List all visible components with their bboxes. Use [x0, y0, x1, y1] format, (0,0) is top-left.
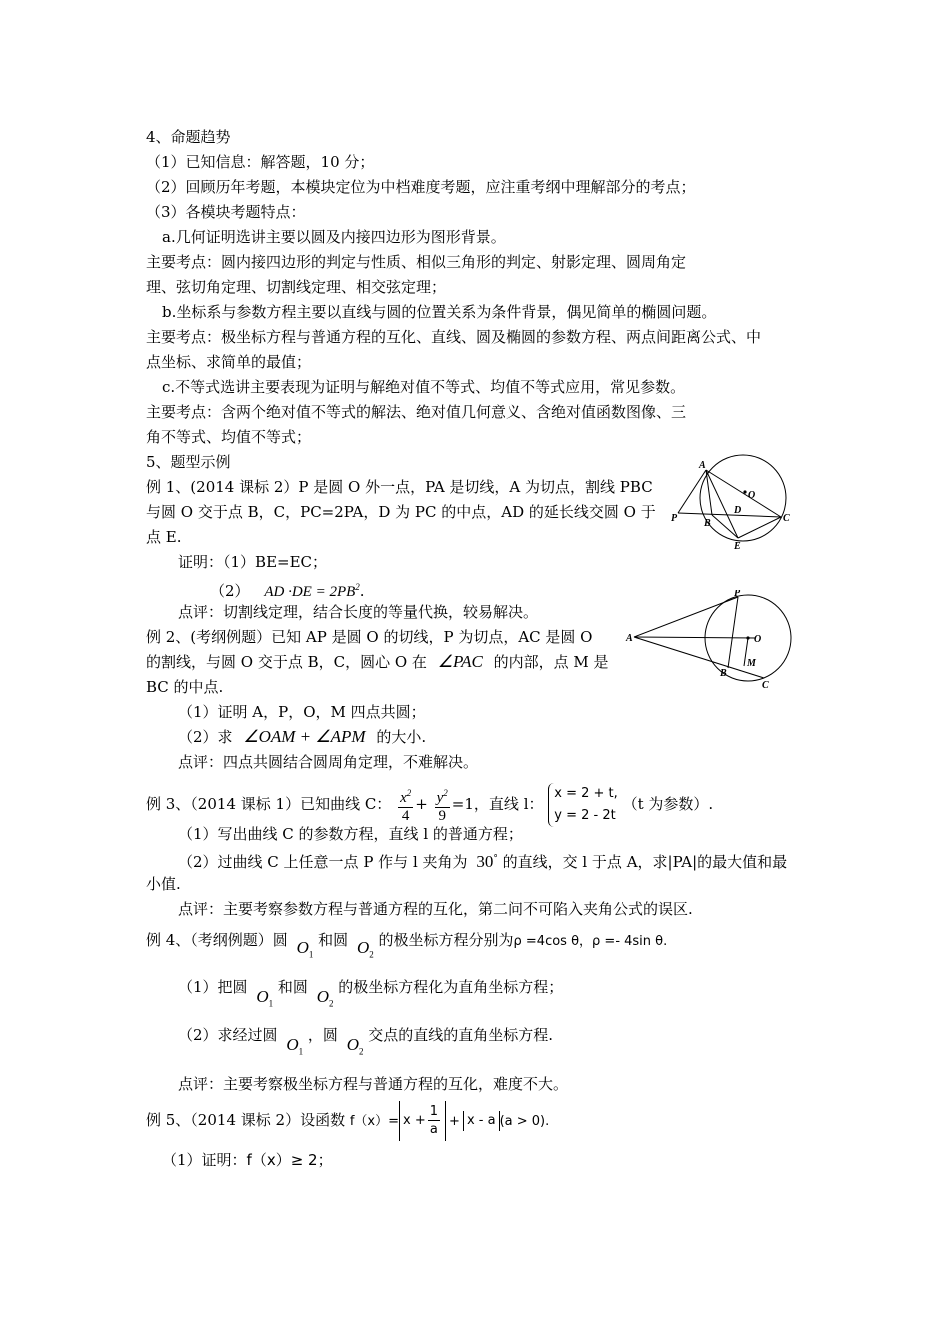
abs-term-2: x - a	[463, 1111, 500, 1131]
text-segment: 的极坐标方程分别为	[378, 931, 514, 949]
circle-o2: $O_2$	[356, 938, 374, 960]
example-2-part-2	[178, 727, 426, 747]
fraction-y2-over-9	[435, 785, 450, 825]
example-2-comment: 点评：四点共圆结合圆周角定理，不难解决。	[178, 753, 479, 771]
example-2-text: BC 的中点.	[146, 678, 224, 696]
text-segment: 例 4、（考纲例题）圆	[146, 931, 288, 949]
text-segment: 的极坐标方程化为直角坐标方程；	[338, 978, 564, 996]
text-segment: （1）证明：	[162, 1151, 247, 1169]
exponent: 2	[443, 788, 448, 798]
text-segment: 的直线，交 l 于点 A，求|PA|的最大值和最	[502, 853, 788, 871]
label-p: P	[734, 590, 741, 599]
text-line: 理、弦切角定理、切割线定理、相交弦定理；	[146, 278, 447, 296]
example-3-comment: 点评：主要考察参数方程与普通方程的互化，第二问不可陷入夹角公式的误区.	[178, 900, 693, 918]
example-3-part-1: （1）写出曲线 C 的参数方程，直线 l 的普通方程；	[178, 825, 523, 843]
label-e: E	[734, 541, 741, 552]
text-segment: ，圆	[307, 1026, 338, 1044]
abs-term-1: x + $\frac{1}{a}$	[399, 1101, 446, 1141]
text-segment: 的大小.	[376, 728, 427, 746]
example-2-text	[146, 652, 609, 672]
text-line: （1）已知信息：解答题，10 分；	[146, 153, 375, 171]
example-3-part-2: 小值.	[146, 875, 181, 893]
parametric-system	[548, 783, 618, 827]
text-line: 主要考点：含两个绝对值不等式的解法、绝对值几何意义、含绝对值函数图像、三	[146, 403, 687, 421]
text-segment: 的内部，点 M 是	[493, 653, 609, 671]
text-line: （2）回顾历年考题，本模块定位为中档难度考题，应注重考纲中理解部分的考点；	[146, 178, 696, 196]
label-c: C	[762, 680, 769, 690]
text-segment: （2）求	[178, 728, 233, 746]
example-4-text	[146, 926, 667, 960]
secant-pbc	[678, 513, 781, 517]
numerator: x	[400, 790, 407, 806]
label-b: B	[704, 518, 711, 529]
circle-o1: $O_1$	[256, 987, 274, 1009]
example-1-text: 与圆 O 交于点 B，C，PC=2PA，D 为 PC 的中点，AD 的延长线交圆 O 于	[146, 503, 656, 521]
circle-o1: $O_1$	[296, 938, 314, 960]
tangent-pa	[678, 470, 706, 513]
equation-y: y = 2 - 2t	[554, 808, 616, 823]
label-b: B	[720, 668, 727, 679]
circle-o1: $O_1$	[286, 1035, 304, 1057]
fraction-1-over-a: $\frac{1}{a}$	[429, 1104, 439, 1137]
text-segment: ，直线 l：	[473, 795, 544, 813]
secant-ac	[634, 637, 764, 678]
exponent: 2	[355, 582, 360, 592]
label-a: A	[699, 460, 706, 471]
label-c: C	[783, 513, 790, 524]
text-segment: （2）求经过圆	[178, 1026, 278, 1044]
center-point	[746, 636, 749, 639]
denominator: 4	[401, 808, 410, 824]
circle-o2: $O_2$	[346, 1035, 364, 1057]
text-segment: 的割线，与圆 O 交于点 B，C，圆心 O 在	[146, 653, 427, 671]
denominator: 9	[438, 808, 446, 824]
equals-one: =1	[451, 795, 474, 813]
label-d: D	[734, 505, 742, 516]
example-4-part-2	[178, 1021, 553, 1055]
figure-1-circle-diagram	[668, 453, 798, 553]
text-segment: 和圆	[318, 931, 349, 949]
text-segment: 和圆	[277, 978, 308, 996]
angle-pac: ∠PAC	[437, 652, 483, 671]
label-m: M	[747, 658, 756, 669]
inequality: f（x）≥ 2	[246, 1151, 318, 1169]
plus-sign: +	[449, 1114, 460, 1129]
example-1-text: 例 1、(2014 课标 2）P 是圆 O 外一点，PA 是切线，A 为切点，割线 PBC	[146, 478, 653, 496]
segment-pb	[728, 597, 738, 668]
example-1-proof: 证明：（1）BE=EC；	[178, 553, 328, 571]
segment-ao	[634, 637, 756, 638]
text-segment: （1）把圆	[178, 978, 248, 996]
text-line: 主要考点：极坐标方程与普通方程的互化、直线、圆及椭圆的参数方程、两点间距离公式、中	[146, 328, 762, 346]
example-1-text: 点 E.	[146, 528, 182, 546]
center-point	[743, 490, 746, 493]
example-5-text	[146, 1100, 549, 1142]
text-segment: 例 5、（2014 课标 2）设函数	[146, 1111, 346, 1129]
text-line: c.不等式选讲主要表现为证明与解绝对值不等式、均值不等式应用，常见参数。	[162, 378, 686, 396]
example-1-comment: 点评：切割线定理，结合长度的等量代换，较易解决。	[178, 603, 539, 621]
example-1-part-2	[210, 577, 365, 602]
equation-x: x = 2 + t,	[554, 786, 618, 801]
tangent-ap	[634, 597, 738, 637]
text-segment: （2）过曲线 C 上任意一点 P 作与 l 夹角为	[178, 853, 468, 871]
label-o: O	[754, 634, 762, 645]
text-line: 点坐标、求简单的最值；	[146, 353, 312, 371]
part-label: （2）	[210, 582, 250, 600]
example-3-part-2	[178, 849, 787, 872]
period: .	[359, 582, 365, 600]
circle-o2: $O_2$	[316, 987, 334, 1009]
text-line: （3）各模块考题特点：	[146, 203, 306, 221]
label-a: A	[626, 633, 633, 644]
text-line: 角不等式、均值不等式；	[146, 428, 312, 446]
polar-equations: ρ =4cos θ，ρ =- 4sin θ.	[513, 934, 668, 949]
exponent: 2	[406, 788, 412, 798]
figure-2-circle-diagram	[624, 590, 796, 690]
circle-o	[700, 455, 786, 541]
numerator: y	[436, 790, 444, 806]
text-segment: （t 为参数）.	[622, 795, 714, 813]
example-5-part-1	[162, 1150, 333, 1170]
angle-value: 30	[476, 852, 494, 871]
degree-sign: °	[493, 854, 498, 864]
example-2-text: 例 2、(考纲例题）已知 AP 是圆 O 的切线，P 为切点，AC 是圆 O	[146, 628, 593, 646]
text-segment: 交点的直线的直角坐标方程.	[368, 1026, 554, 1044]
condition: (a > 0).	[499, 1114, 550, 1129]
example-4-comment: 点评：主要考察极坐标方程与普通方程的互化，难度不大。	[178, 1075, 569, 1093]
label-p: P	[671, 513, 678, 524]
label-o: O	[748, 490, 756, 501]
example-2-part-1: （1）证明 A，P，O，M 四点共圆；	[178, 703, 426, 721]
text-segment: ；	[317, 1151, 333, 1169]
fraction-x2-over-4	[398, 785, 413, 825]
section-heading-4: 4、命题趋势	[146, 128, 231, 146]
plus-sign: +	[415, 795, 428, 813]
text-line: 主要考点：圆内接四边形的判定与性质、相似三角形的判定、射影定理、圆周角定	[146, 253, 687, 271]
section-heading-5: 5、题型示例	[146, 453, 231, 471]
text-line: b.坐标系与参数方程主要以直线与圆的位置关系为条件背景，偶见简单的椭圆问题。	[162, 303, 717, 321]
angle-sum: ∠OAM + ∠APM	[243, 727, 366, 746]
segment-be	[712, 515, 738, 538]
formula: AD ·DE = 2PB	[264, 584, 356, 600]
text-line: a.几何证明选讲主要以圆及内接四边形为图形背景。	[162, 228, 506, 246]
example-3-text	[146, 783, 713, 827]
example-4-part-1	[178, 973, 563, 1007]
function-f: f（x）=	[349, 1114, 400, 1129]
text-segment: 例 3、（2014 课标 1）已知曲线 C：	[146, 795, 392, 813]
